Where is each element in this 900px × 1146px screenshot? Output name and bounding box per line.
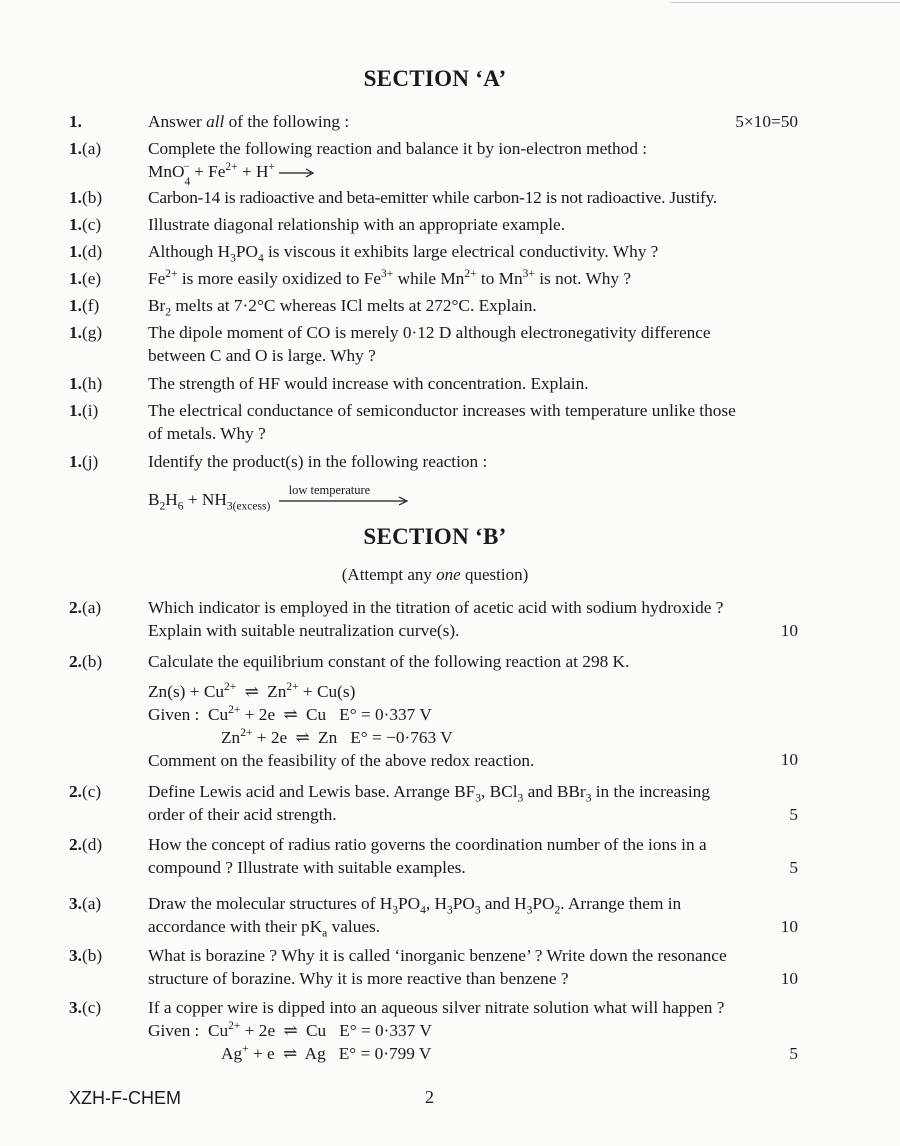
question-number: 1.(b)	[69, 188, 103, 207]
equilibrium-arrow-icon: ⇌	[283, 705, 298, 724]
question-text: Although $H_3PO_4$ is viscous it exhibits large electrical conductivity. Why ?	[148, 242, 659, 265]
question-number: 1.(g)	[69, 323, 103, 342]
equilibrium-arrow-icon: ⇌	[244, 682, 259, 701]
given-cu-potential: Given : $Cu^{2+} + 2e$ ⇌ Cu E° = 0·337 V	[148, 704, 432, 724]
question-marks: 5	[789, 805, 798, 824]
paper-code: XZH-F-CHEM	[69, 1088, 181, 1108]
question-number: 1.	[69, 112, 82, 131]
section-b-title: SECTION ‘B’	[363, 524, 507, 549]
question-number: 1.(i)	[69, 401, 99, 420]
given-zn-potential: $Zn^{2+} + 2e$ ⇌ Zn E° = −0·763 V	[221, 727, 453, 747]
question-text: Identify the product(s) in the following reaction :	[148, 452, 488, 471]
question-number: 1.(j)	[69, 452, 99, 471]
question-text: $Fe^{2+}$ is more easily oxidized to $Fe^{3+}$ while $Mn^{2+}$ to $Mn^{3+}$ is not. Why ?	[148, 268, 632, 288]
reaction-equation: $Zn(s) + Cu^{2+}$ ⇌ $Zn^{2+} + Cu(s)$	[148, 681, 356, 701]
given-cu-potential: Given : $Cu^{2+} + 2e$ ⇌ Cu E° = 0·337 V	[148, 1020, 432, 1040]
question-number: 1.(a)	[69, 139, 102, 158]
question-number: 1.(h)	[69, 374, 103, 393]
arrow-label: low temperature	[288, 483, 371, 498]
question-number: 2.(b)	[69, 652, 103, 671]
question-number: 2.(d)	[69, 835, 103, 854]
question-number: 1.(e)	[69, 269, 102, 288]
top-edge-line	[670, 2, 900, 3]
reaction-arrow-icon	[279, 495, 409, 507]
question-marks: 10	[780, 969, 798, 988]
question-text: $Br_2$ melts at 7·2°C whereas ICl melts at 272°C. Explain.	[148, 296, 537, 319]
question-text: Illustrate diagonal relationship with an appropriate example.	[148, 215, 566, 234]
equilibrium-arrow-icon: ⇌	[283, 1021, 298, 1040]
question-number: 3.(b)	[69, 946, 103, 965]
question-text: Answer all of the following :	[148, 112, 350, 131]
question-number: 2.(a)	[69, 598, 102, 617]
question-text: Comment on the feasibility of the above redox reaction.	[148, 751, 535, 770]
question-number: 2.(c)	[69, 782, 102, 801]
question-text: between C and O is large. Why ?	[148, 346, 376, 365]
question-number: 1.(d)	[69, 242, 103, 261]
page-number: 2	[425, 1087, 434, 1107]
question-marks: 10	[780, 917, 798, 936]
question-text: Calculate the equilibrium constant of the following reaction at 298 K.	[148, 652, 630, 671]
question-text: compound ? Illustrate with suitable examples.	[148, 858, 466, 877]
reaction-equation: $MnO_4^- + Fe^{2+} + H^+$	[148, 160, 798, 183]
question-text: of metals. Why ?	[148, 424, 266, 443]
reaction-arrow-icon	[279, 168, 315, 178]
question-text: The electrical conductance of semiconductor increases with temperature unlike those	[148, 401, 736, 420]
question-marks: 5	[789, 858, 798, 877]
question-text: Carbon-14 is radioactive and beta-emitter while carbon-12 is not radioactive. Justify.	[148, 188, 718, 207]
equilibrium-arrow-icon: ⇌	[283, 1044, 298, 1063]
question-text: Explain with suitable neutralization curve(s).	[148, 621, 460, 640]
question-marks: 5×10=50	[735, 112, 798, 131]
question-text: Which indicator is employed in the titration of acetic acid with sodium hydroxide ?	[148, 598, 724, 617]
question-number: 3.(c)	[69, 998, 102, 1017]
question-text: If a copper wire is dipped into an aqueous silver nitrate solution what will happen ?	[148, 998, 725, 1017]
question-text: Complete the following reaction and balance it by ion-electron method :	[148, 139, 648, 158]
exam-page: SECTION ‘A’ 1. Answer all of the following : 5×10=50 1.(a) Complete the following reaction and balance it by ion-electron method : $MnO_4^- + Fe^{2+} + H^+$ 1.(b) Carbon-14 is radioactive and beta-emitter while carbon-12 is not radioactive. Justify. 1.(c) Illustrate diagonal relationship with an appropriate example. 1.(d) Although $H_3PO_4$ is viscous it exhibits large electrical conductivity. Why ? 1.(e) $Fe^{2+}$ is more easily oxidized to $Fe^{3+}$ while $Mn^{2+}$ to $Mn^{3+}$ is not. Why ? 1.(f) $Br_2$ melts at 7·2°C whereas ICl melts at 272°C. Explain. 1.(g) The dipole moment of CO is merely 0·12 D although electronegativity difference between C and O is large. Why ? 1.(h) The strength of HF would increase with concentration. Explain. 1.(i) The electrical conductance of semiconductor increases with temperature unlike those of metals. Why ? 1.(j) Identify the product(s) in the following reaction : $B_2H_6 + NH_{3(excess)}$ low temperature SECTION ‘B’ (Attempt any one question) 2.(a) Which indicator is employed in the titration of acetic acid with sodium hydroxide ? Explain with suitable neutralization curve(s). 10 2.(b) Calculate the equilibrium constant of the following reaction at 298 K. $Zn(s) + Cu^{2+}$ ⇌ $Zn^{2+} + Cu(s)$ Given : $Cu^{2+} + 2e$ ⇌ Cu E° = 0·337 V $Zn^{2+} + 2e$ ⇌ Zn E° = −0·763 V Comment on the feasibility of the above redox reaction. 10 2.(c) Define Lewis acid and Lewis base. Arrange $BF_3$, BCl$_3$ and BBr$_3$ in the increasing order of their acid strength. 5 2.(d) How the concept of radius ratio governs the coordination number of the ions in a compound ? Illustrate with suitable examples. 5 3.(a) Draw the molecular structures of $H_3PO_4$, $H_3PO_3$ and $H_3PO_2$. Arrange them in accordance with their $pK_a$ values. 10 3.(b) What is borazine ? Why it is called ‘inorganic benzene’ ? Write down the resonance structure of borazine. Why it is more reactive than benzene ? 10 3.(c) If a copper wire is dipped into an aqueous silver nitrate solution what will happen ? Given : $Cu^{2+} + 2e$ ⇌ Cu E° = 0·337 V Ag+ + e ⇌ Ag E° = 0·799 V 5 XZH-F-CHEM 2	[0, 0, 900, 1146]
question-text: order of their acid strength.	[148, 805, 337, 824]
question-number: 1.(f)	[69, 296, 100, 315]
given-ag-potential: Ag+ + e ⇌ Ag E° = 0·799 V	[221, 1043, 432, 1063]
question-text: The dipole moment of CO is merely 0·12 D although electronegativity difference	[148, 323, 711, 342]
question-text: structure of borazine. Why it is more reactive than benzene ?	[148, 969, 569, 988]
question-text: Define Lewis acid and Lewis base. Arrange $BF_3$, BCl$_3$ and BBr$_3$ in the increasing	[148, 782, 710, 805]
section-b-instruction: (Attempt any one question)	[341, 565, 529, 584]
question-marks: 10	[780, 750, 798, 769]
question-marks: 10	[780, 621, 798, 640]
section-a-title: SECTION ‘A’	[363, 66, 507, 91]
question-marks: 5	[789, 1044, 798, 1063]
question-text: The strength of HF would increase with concentration. Explain.	[148, 374, 589, 393]
question-text: What is borazine ? Why it is called ‘inorganic benzene’ ? Write down the resonance	[148, 946, 727, 965]
question-text: How the concept of radius ratio governs the coordination number of the ions in a	[148, 835, 707, 854]
question-number: 3.(a)	[69, 894, 102, 913]
question-text: Draw the molecular structures of $H_3PO_4$, $H_3PO_3$ and $H_3PO_2$. Arrange them in	[148, 894, 682, 917]
question-text: accordance with their $pK_a$ values.	[148, 917, 381, 940]
equilibrium-arrow-icon: ⇌	[295, 728, 310, 747]
question-number: 1.(c)	[69, 215, 102, 234]
